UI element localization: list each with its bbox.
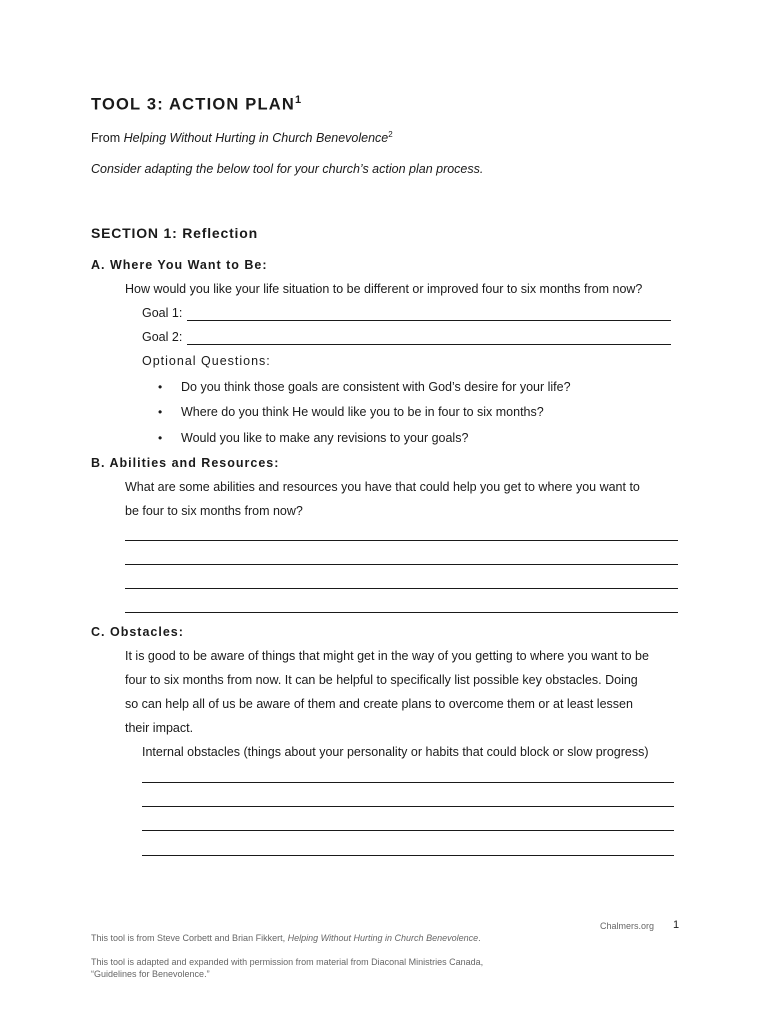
section-1-heading: SECTION 1: Reflection	[91, 225, 258, 241]
optional-question-1: Do you think those goals are consistent with God’s desire for your life?	[181, 380, 571, 394]
bullet-icon: •	[158, 405, 163, 419]
answer-line[interactable]	[125, 540, 678, 541]
footnote-2-line-2: “Guidelines for Benevolence.”	[91, 969, 210, 979]
subsection-c-text-line-4: their impact.	[125, 721, 194, 735]
answer-line[interactable]	[142, 830, 674, 831]
answer-line[interactable]	[125, 612, 678, 613]
footnote-2-line-1: This tool is adapted and expanded with permission from material from Diaconal Ministries Canada,	[91, 957, 484, 967]
source-footnote-marker: 2	[388, 130, 393, 139]
answer-line[interactable]	[125, 588, 678, 589]
answer-line[interactable]	[142, 782, 674, 783]
subsection-b-text-line-2: be four to six months from now?	[125, 504, 303, 518]
subsection-b-heading: B. Abilities and Resources:	[91, 456, 280, 470]
subsection-a-heading: A. Where You Want to Be:	[91, 258, 268, 272]
answer-line[interactable]	[125, 564, 678, 565]
optional-question-3: Would you like to make any revisions to your goals?	[181, 431, 469, 445]
title-footnote-marker: 1	[295, 94, 303, 106]
source-line: From Helping Without Hurting in Church Benevolence$^2$	[91, 130, 393, 146]
subsection-c-heading: C. Obstacles:	[91, 625, 184, 639]
bullet-icon: •	[158, 431, 163, 445]
page-number: 1	[673, 919, 680, 931]
intro-instruction: Consider adapting the below tool for your church’s action plan process.	[91, 162, 484, 176]
goal-2-answer-line[interactable]	[187, 344, 671, 345]
goal-1-answer-line[interactable]	[187, 320, 671, 321]
subsection-b-text-line-1: What are some abilities and resources you have that could help you get to where you want to	[125, 480, 640, 494]
footnote-1: This tool is from Steve Corbett and Brian Fikkert, Helping Without Hurting in Church Benevolence.	[91, 933, 481, 943]
page-title: TOOL 3: ACTION PLAN$^1$	[91, 94, 303, 114]
optional-question-2: Where do you think He would like you to be in four to six months?	[181, 405, 544, 419]
footer-site: Chalmers.org	[600, 921, 655, 931]
goal-2-label: Goal 2:	[142, 330, 183, 344]
subsection-c-text-line-3: so can help all of us be aware of them and create plans to overcome them or at least lessen	[125, 697, 633, 711]
bullet-icon: •	[158, 380, 163, 394]
source-book-title: Helping Without Hurting in Church Benevolence	[123, 131, 389, 146]
subsection-c-text-line-1: It is good to be aware of things that might get in the way of you getting to where you want to be	[125, 649, 649, 663]
optional-questions-heading: Optional Questions:	[142, 354, 271, 368]
goal-1-label: Goal 1:	[142, 306, 183, 320]
answer-line[interactable]	[142, 855, 674, 856]
answer-line[interactable]	[142, 806, 674, 807]
subsection-c-text-line-2: four to six months from now. It can be helpful to specifically list possible key obstacles. Doing	[125, 673, 638, 687]
internal-obstacles-prompt: Internal obstacles (things about your personality or habits that could block or slow progress)	[142, 745, 649, 759]
subsection-a-question: How would you like your life situation to be different or improved four to six months from now?	[125, 282, 643, 296]
